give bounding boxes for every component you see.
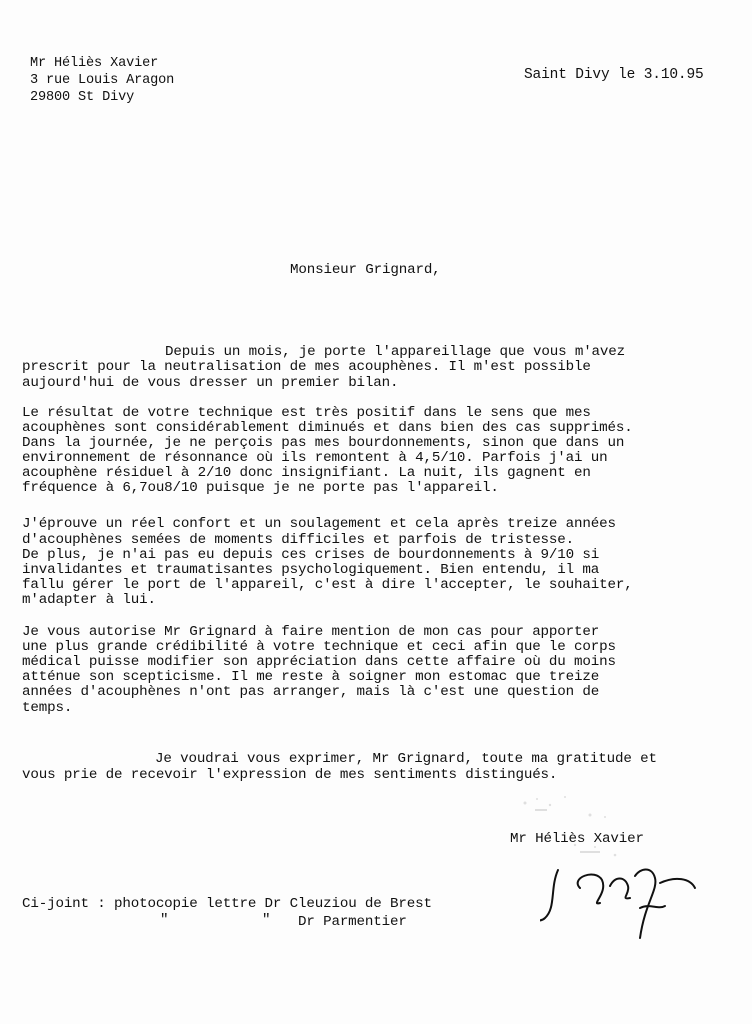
faint-stamp-mark (505, 785, 645, 865)
paragraph-line: Je voudrai vous exprimer, Mr Grignard, toute ma gratitude et (155, 751, 657, 767)
paragraph-line: atténue son scepticisme. Il me reste à soigner mon estomac que treize (22, 669, 600, 685)
ditto-mark-2: " (262, 912, 271, 928)
paragraph-line: Depuis un mois, je porte l'appareillage que vous m'avez (165, 344, 626, 360)
paragraph-line: temps. (22, 700, 73, 716)
sender-street: 3 rue Louis Aragon (30, 73, 175, 88)
paragraph-line: environnement de résonnance où ils remontent à 4,5/10. Parfois j'ai un (22, 450, 608, 466)
enclosure-line-1: Ci-joint : photocopie lettre Dr Cleuziou de Brest (22, 896, 432, 912)
ditto-mark-1: " (160, 912, 169, 928)
paragraph-line: Le résultat de votre technique est très positif dans le sens que mes (22, 405, 591, 421)
paragraph-line: aujourd'hui de vous dresser un premier bilan. (22, 375, 399, 391)
paragraph-line: acouphène résiduel à 2/10 donc insignifiant. La nuit, ils gagnent en (22, 465, 591, 481)
paragraph-line: m'adapter à lui. (22, 592, 156, 608)
salutation: Monsieur Grignard, (290, 262, 441, 278)
paragraph-line: une plus grande crédibilité à votre technique et ceci afin que le corps (22, 639, 616, 655)
signature-name: Mr Héliès Xavier (510, 831, 644, 847)
paragraph-line: années d'acouphènes n'ont pas arranger, mais là c'est une question de (22, 684, 600, 700)
handwritten-signature (540, 858, 700, 948)
sender-name: Mr Héliès Xavier (30, 56, 159, 71)
sender-city: 29800 St Divy (30, 90, 135, 105)
paragraph-line: acouphènes sont considérablement diminués et dans bien des cas supprimés. (22, 420, 633, 436)
paragraph-line: vous prie de recevoir l'expression de mes sentiments distingués. (22, 767, 558, 783)
paragraph-line: Je vous autorise Mr Grignard à faire mention de mon cas pour apporter (22, 624, 600, 640)
paragraph-line: médical puisse modifier son appréciation dans cette affaire où du moins (22, 654, 616, 670)
paragraph-line: J'éprouve un réel confort et un soulagement et cela après treize années (22, 516, 616, 532)
paragraph-line: prescrit pour la neutralisation de mes acouphènes. Il m'est possible (22, 359, 591, 375)
paragraph-line: De plus, je n'ai pas eu depuis ces crises de bourdonnements à 9/10 si (22, 547, 600, 563)
paragraph-line: fallu gérer le port de l'appareil, c'est à dire l'accepter, le souhaiter, (22, 577, 633, 593)
enclosure-line-2: Dr Parmentier (298, 914, 407, 930)
paragraph-line: invalidantes et traumatisantes psychologiquement. Bien entendu, il ma (22, 562, 600, 578)
paragraph-line: Dans la journée, je ne perçois pas mes bourdonnements, sinon que dans un (22, 435, 625, 451)
paragraph-line: d'acouphènes semées de moments difficiles et parfois de tristesse. (22, 532, 575, 548)
place-date: Saint Divy le 3.10.95 (524, 67, 704, 83)
paragraph-line: fréquence à 6,7ou8/10 puisque je ne porte pas l'appareil. (22, 480, 499, 496)
